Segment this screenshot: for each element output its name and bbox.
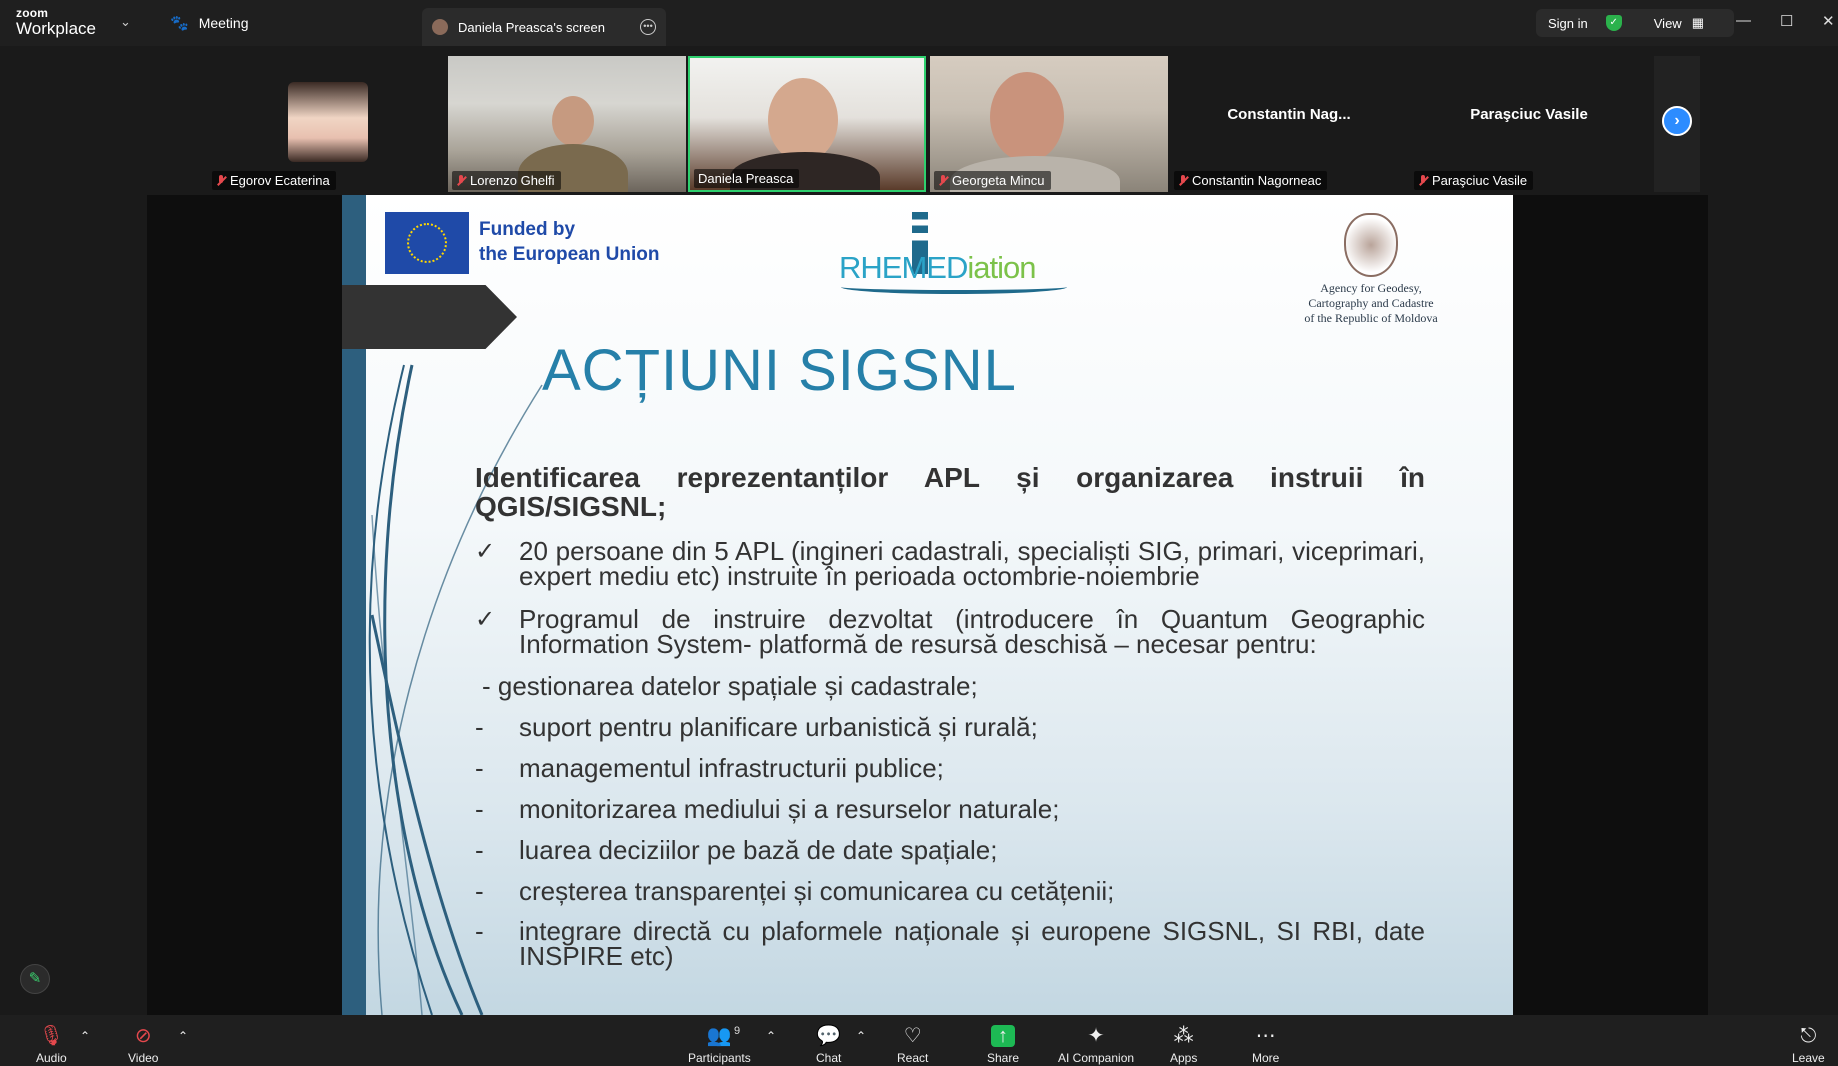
participants-count: 9 [734, 1025, 741, 1037]
sign-in-button[interactable]: Sign in [1548, 15, 1588, 31]
logo-wave [841, 280, 1067, 294]
video-gallery-strip [0, 46, 1838, 194]
dash-list-item: - integrare directă cu plaformele naționale și europene SIGSNL, SI RBI, date INSPIRE etc) [475, 916, 1425, 971]
tab-shared-screen-label: Daniela Preasca's screen [458, 19, 605, 35]
heart-icon: ♡ [903, 1025, 922, 1047]
chat-label: Chat [816, 1051, 842, 1065]
leave-icon: ⎋ [1800, 1025, 1817, 1047]
eu-funding-text [479, 217, 660, 267]
gallery-next-page-button[interactable]: › [1662, 106, 1692, 136]
title-bar [0, 0, 1838, 46]
participant-name: Egorov Ecaterina [230, 173, 330, 188]
leave-button[interactable] [1792, 1025, 1825, 1065]
audio-options-caret[interactable]: ⌃ [80, 1029, 91, 1043]
tab-meeting-label: Meeting [198, 15, 249, 31]
tab-shared-screen[interactable] [422, 8, 666, 46]
participants-icon: 👥 [706, 1025, 732, 1047]
participants-options-caret[interactable]: ⌃ [766, 1029, 777, 1043]
active-speaker-video-tile[interactable] [688, 56, 926, 192]
mic-muted-icon: 🎙 [38, 1025, 65, 1047]
react-button[interactable] [897, 1025, 928, 1065]
security-shield-icon[interactable]: ✓ [1606, 15, 1622, 31]
participant-display-name: Constantin Nag... [1227, 106, 1351, 123]
rhemediation-wordmark: RHEMEDiation [839, 250, 1036, 285]
maximize-icon[interactable]: ☐ [1780, 13, 1794, 30]
participant-name: Constantin Nagorneac [1192, 173, 1322, 188]
dash-list-item: - luarea deciziilor pe bază de date spațiale; [475, 835, 998, 865]
grid-view-icon[interactable]: ▦ [1691, 15, 1704, 30]
dash-list-item: - creșterea transparenței și comunicarea cu cetățenii; [475, 876, 1115, 906]
audio-button[interactable] [36, 1025, 67, 1065]
chat-icon: 💬 [816, 1025, 842, 1047]
slide-arrow-shape [342, 285, 517, 349]
ai-companion-button[interactable] [1058, 1025, 1134, 1065]
react-label: React [897, 1051, 929, 1065]
mic-muted-icon [1418, 175, 1428, 187]
checklist-item: ✓ Programul de instruire dezvoltat (introducere în Quantum Geographic Information System- platformă de resursă deschisă – necesar pentru: [475, 604, 1425, 659]
participant-face [990, 72, 1064, 162]
video-label: Video [128, 1051, 159, 1065]
participant-video-tile[interactable] [448, 56, 686, 192]
participant-name: Daniela Preasca [698, 171, 794, 186]
dash-list-item: - monitorizarea mediului și a resurselor naturale; [475, 794, 1060, 824]
apps-button[interactable] [1170, 1025, 1197, 1065]
participant-name-tile[interactable] [1410, 56, 1648, 192]
participants-button[interactable] [688, 1025, 751, 1065]
participant-display-name: Paraşciuc Vasile [1470, 106, 1588, 123]
agency-seal-emblem [1344, 213, 1398, 277]
logo-workplace-text: Workplace [16, 19, 96, 38]
eu-funding-line2: the European Union [479, 244, 660, 265]
apps-label: Apps [1170, 1051, 1198, 1065]
agency-name: Agency for Geodesy, Cartography and Cadastre of the Republic of Moldova [1304, 281, 1438, 325]
presenter-avatar [432, 19, 448, 35]
participant-name: Georgeta Mincu [952, 173, 1045, 188]
participant-name: Paraşciuc Vasile [1432, 173, 1528, 188]
dash-list-item: - managementul infrastructurii publice; [475, 753, 944, 783]
participants-label: Participants [688, 1051, 751, 1065]
participant-label [934, 171, 1051, 190]
video-options-caret[interactable]: ⌃ [178, 1029, 189, 1043]
chevron-down-icon[interactable]: ⌄ [120, 14, 131, 29]
close-icon[interactable]: ✕ [1822, 13, 1835, 30]
mic-muted-icon [1178, 175, 1188, 187]
dash-list-item: - suport pentru planificare urbanistică și rurală; [475, 712, 1038, 742]
meeting-toolbar [0, 1015, 1838, 1066]
audio-label: Audio [36, 1051, 67, 1065]
participant-name-tile[interactable] [1170, 56, 1408, 192]
more-button[interactable] [1252, 1025, 1279, 1065]
checklist-item: ✓ 20 persoane din 5 APL (ingineri cadastrali, specialiști SIG, primari, viceprimari, expert mediu etc) instruite în perioada octombrie-noiembrie [475, 536, 1425, 591]
participant-label [694, 169, 799, 188]
more-options-icon[interactable]: ••• [640, 19, 656, 35]
mic-muted-icon [216, 175, 226, 187]
participant-label [452, 171, 561, 190]
zoom-workplace-logo [16, 7, 96, 37]
mic-muted-icon [938, 175, 948, 187]
ai-companion-label: AI Companion [1058, 1051, 1135, 1065]
slide-lead-text: Identificarea reprezentanților APL și organizarea instruii în QGIS/SIGSNL; [475, 462, 1425, 522]
participant-label [1174, 171, 1327, 190]
participant-label [212, 171, 336, 190]
share-button[interactable] [987, 1025, 1019, 1065]
leave-label: Leave [1792, 1051, 1825, 1065]
chat-button[interactable] [816, 1025, 841, 1065]
rhemediation-logo [839, 210, 1071, 295]
tab-meeting[interactable] [170, 14, 249, 32]
participant-name: Lorenzo Ghelfi [470, 173, 555, 188]
participant-video-tile[interactable] [930, 56, 1168, 192]
view-button[interactable]: View [1653, 15, 1682, 31]
video-off-icon: ⊘ [134, 1025, 152, 1047]
sparkle-icon: ✦ [1087, 1025, 1105, 1047]
mic-muted-icon [456, 175, 466, 187]
eu-funding-line1: Funded by [479, 219, 576, 240]
share-screen-icon: ↑ [991, 1025, 1015, 1047]
more-label: More [1252, 1051, 1280, 1065]
checkmark-icon: ✓ [475, 538, 496, 565]
bullet-line: - gestionarea datelor spațiale și cadastrale; [482, 671, 978, 701]
minimize-icon[interactable]: — [1736, 12, 1751, 29]
participant-face [768, 78, 838, 162]
participant-label [1414, 171, 1533, 190]
participant-tile[interactable] [208, 56, 446, 192]
more-icon: ⋯ [1255, 1025, 1276, 1047]
share-label: Share [987, 1051, 1020, 1065]
presentation-slide [342, 195, 1513, 1015]
annotate-pencil-icon[interactable]: ✎ [20, 964, 50, 994]
meeting-icon: 🐾 [170, 15, 189, 32]
participant-face [552, 96, 594, 146]
apps-icon: ⁂ [1173, 1025, 1194, 1047]
checkmark-icon: ✓ [475, 606, 496, 633]
logo-zoom-text: zoom [16, 6, 49, 20]
participant-photo [288, 82, 368, 162]
eu-flag-logo [385, 212, 469, 274]
slide-title: ACȚIUNI SIGSNL [542, 338, 1017, 403]
titlebar-actions [1536, 9, 1734, 37]
slide-body [475, 463, 1425, 969]
video-button[interactable] [128, 1025, 158, 1065]
chat-options-caret[interactable]: ⌃ [856, 1029, 867, 1043]
